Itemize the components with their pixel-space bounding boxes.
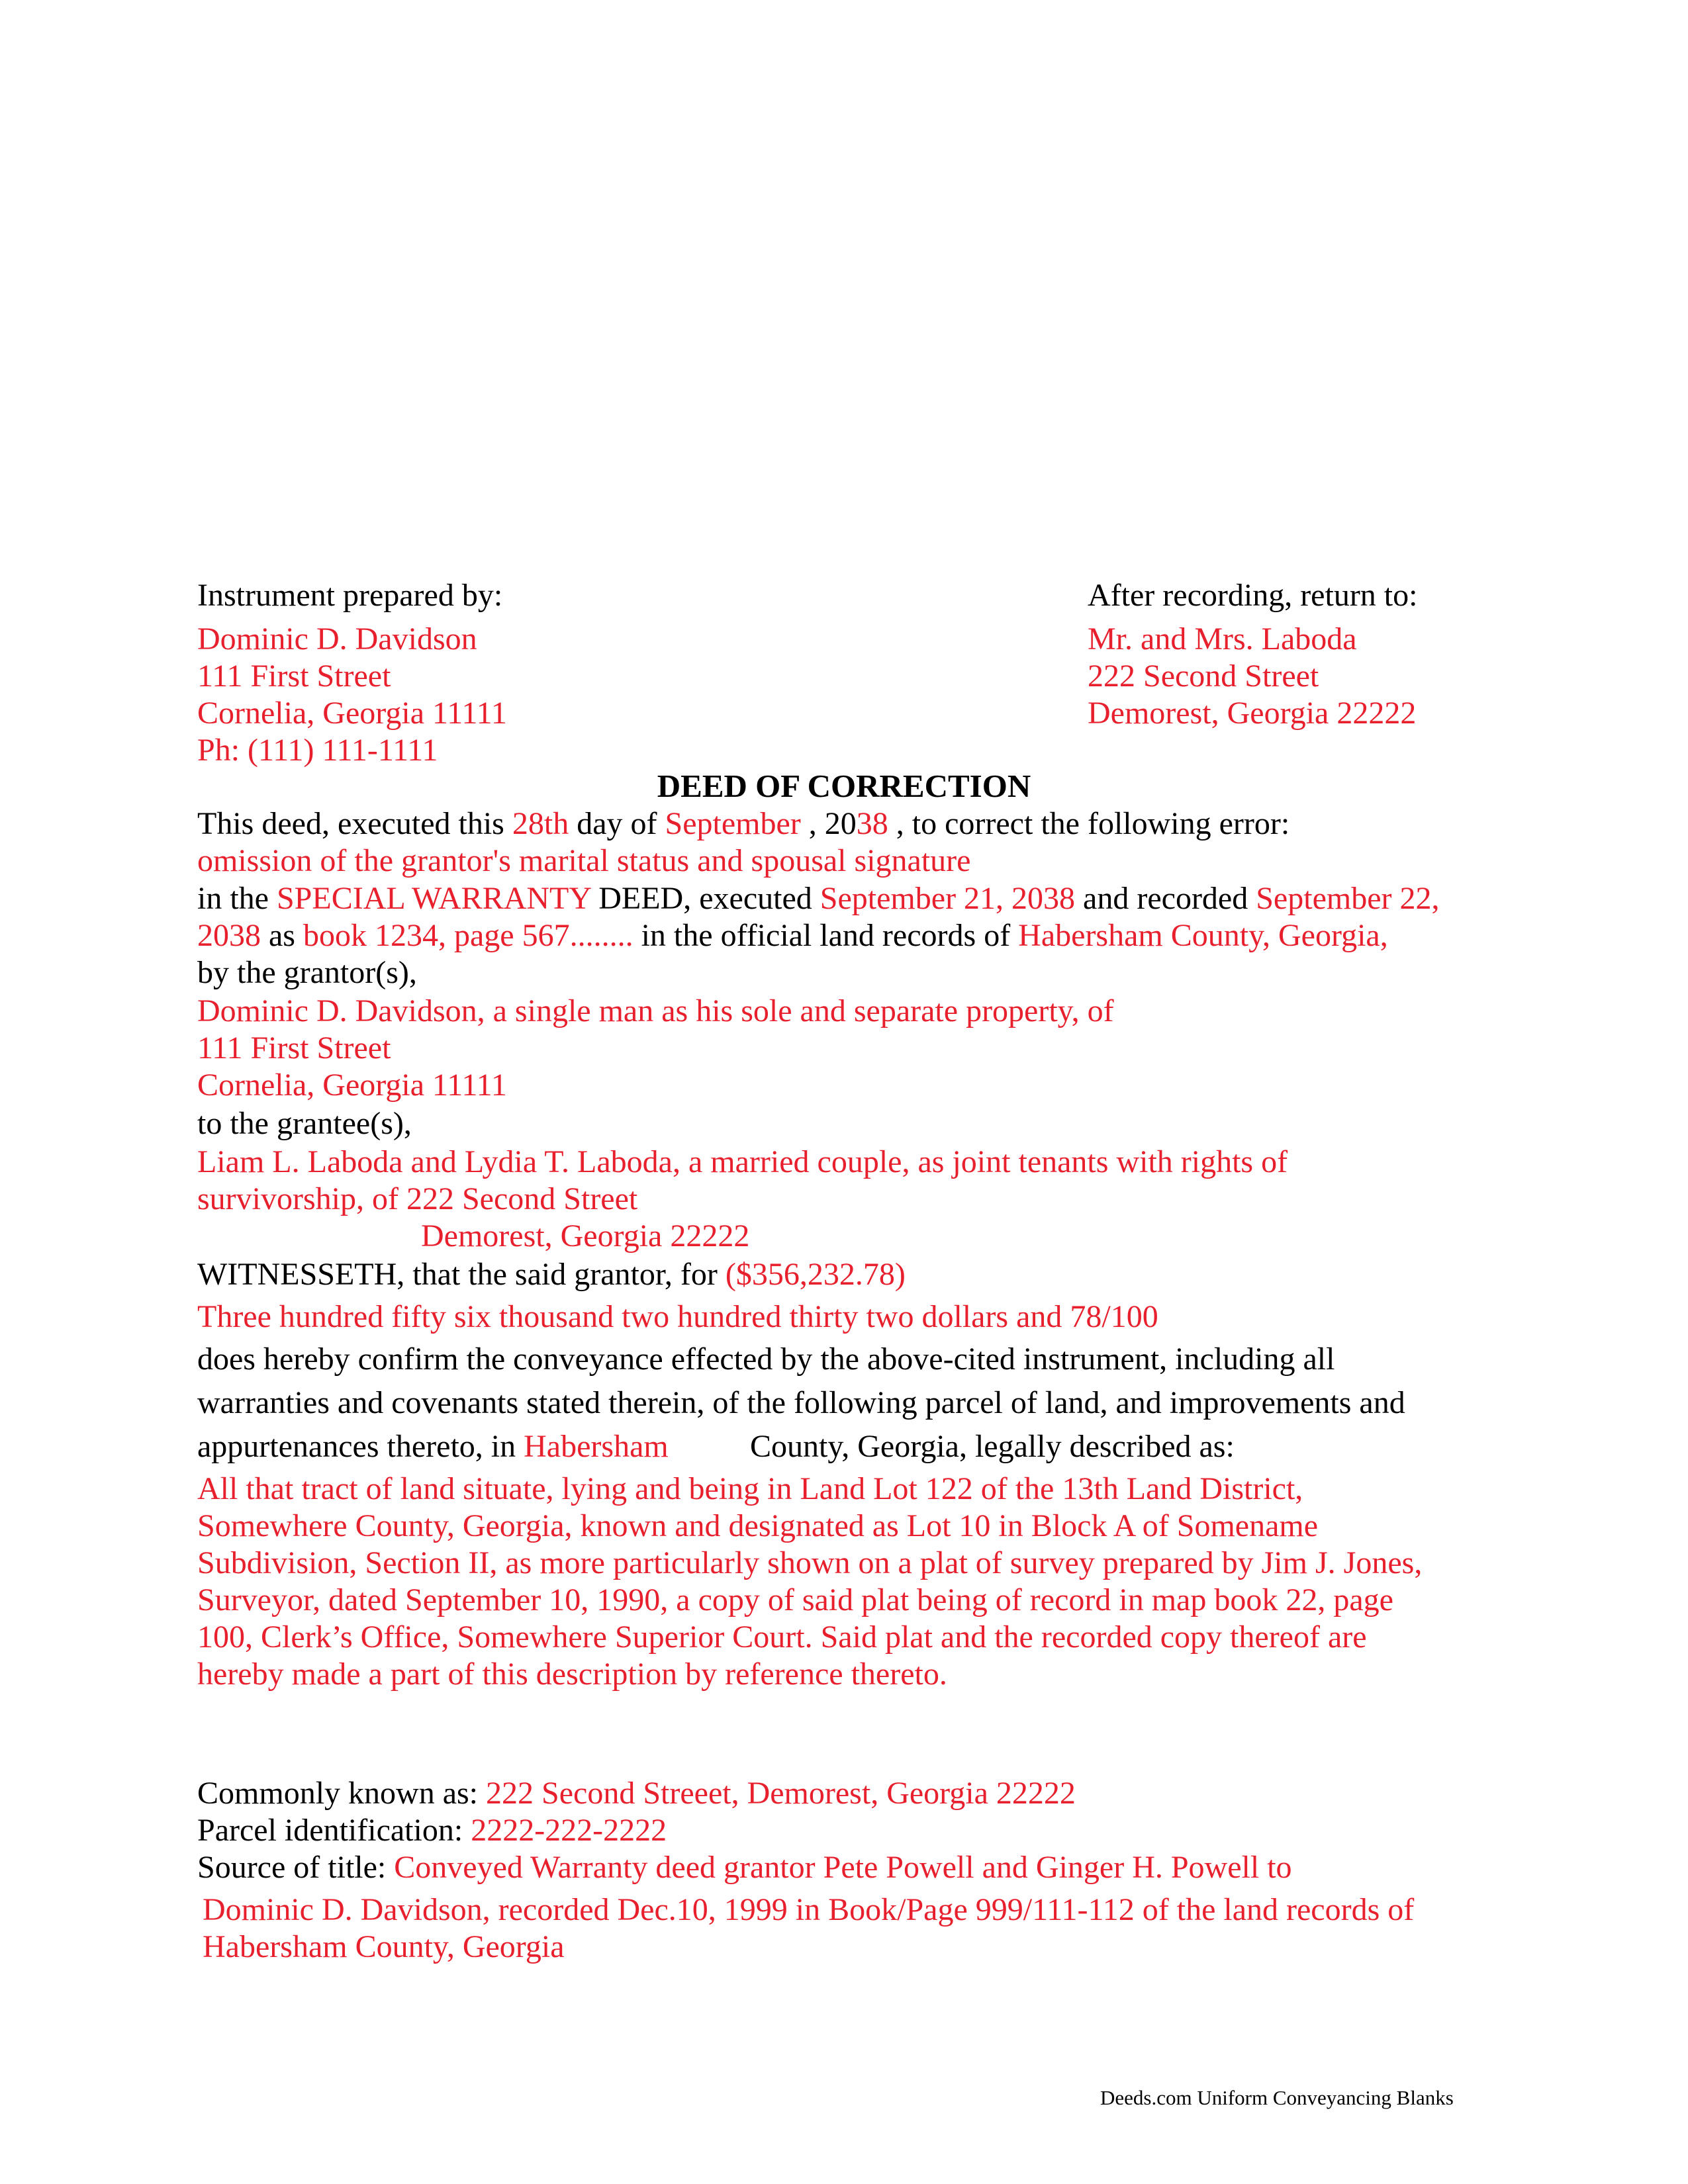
document-title: DEED OF CORRECTION	[657, 768, 1031, 804]
legal-county: Habersham	[524, 1429, 669, 1464]
grantor-city: Cornelia, Georgia 11111	[197, 1068, 507, 1103]
return-to-label: After recording, return to:	[1088, 578, 1418, 613]
prior-deed-line-1	[197, 880, 1440, 917]
prior-text-3: and recorded	[1075, 881, 1256, 916]
legal-description-line: hereby made a part of this description by reference thereto.	[197, 1657, 947, 1692]
witness-line	[197, 1256, 906, 1293]
exec-day: 28th	[512, 806, 569, 841]
grantee-city: Demorest, Georgia 22222	[421, 1218, 750, 1253]
grantor-name: Dominic D. Davidson, a single man as his sole and separate property, of	[197, 993, 1114, 1028]
grantee-label: to the grantee(s),	[197, 1106, 412, 1141]
legal-description-line: Surveyor, dated September 10, 1990, a copy of said plat being of record in map book 22, page	[197, 1582, 1393, 1617]
prior-deed-line-2	[197, 917, 1388, 954]
commonly-known-value: 222 Second Streeet, Demorest, Georgia 22222	[486, 1776, 1076, 1811]
consideration-amount: ($356,232.78)	[725, 1257, 906, 1292]
prior-text-4: as	[261, 918, 303, 953]
prior-executed-date: September 21, 2038	[820, 881, 1076, 916]
legal-description-line: All that tract of land situate, lying and being in Land Lot 122 of the 13th Land District,	[197, 1471, 1303, 1506]
prior-book-page: book 1234, page 567........	[303, 918, 633, 953]
grantor-street: 111 First Street	[197, 1030, 391, 1066]
exec-text-1: This deed, executed this	[197, 806, 512, 841]
source-of-title-value-3: Habersham County, Georgia	[203, 1929, 565, 1964]
confirm-line-2: warranties and covenants stated therein, of the following parcel of land, and improvements and	[197, 1385, 1405, 1420]
commonly-known-line	[197, 1775, 1076, 1812]
confirm-line-3	[197, 1428, 669, 1465]
confirm-text-3: appurtenances thereto, in	[197, 1429, 524, 1464]
execution-line	[197, 805, 1289, 842]
return-to-street: 222 Second Street	[1088, 659, 1319, 694]
parcel-id-value: 2222-222-2222	[471, 1813, 667, 1848]
exec-text-4: , to correct the following error:	[888, 806, 1290, 841]
prior-text-2: DEED, executed	[590, 881, 820, 916]
confirm-text-4: County, Georgia, legally described as:	[750, 1429, 1235, 1464]
consideration-words: Three hundred fifty six thousand two hundred thirty two dollars and 78/100	[197, 1299, 1158, 1334]
prior-text-1: in the	[197, 881, 277, 916]
grantee-name: Liam L. Laboda and Lydia T. Laboda, a married couple, as joint tenants with rights of	[197, 1144, 1288, 1179]
prior-recorded-date-a: September 22,	[1256, 881, 1440, 916]
prepared-by-label: Instrument prepared by:	[197, 578, 503, 613]
exec-month: September	[665, 806, 801, 841]
exec-year: 38	[856, 806, 888, 841]
legal-description-line: Subdivision, Section II, as more particularly shown on a plat of survey prepared by Jim J. Jones,	[197, 1545, 1423, 1580]
prior-text-5: in the official land records of	[633, 918, 1019, 953]
grantor-label: by the grantor(s),	[197, 955, 417, 990]
return-to-city: Demorest, Georgia 22222	[1088, 696, 1417, 731]
return-to-name: Mr. and Mrs. Laboda	[1088, 621, 1357, 657]
preparer-city: Cornelia, Georgia 11111	[197, 696, 507, 731]
parcel-id-label: Parcel identification:	[197, 1813, 471, 1848]
witness-text-1: WITNESSETH, that the said grantor, for	[197, 1257, 726, 1292]
legal-description-line: Somewhere County, Georgia, known and designated as Lot 10 in Block A of Somename	[197, 1508, 1319, 1543]
legal-description-line: 100, Clerk’s Office, Somewhere Superior Court. Said plat and the recorded copy thereof are	[197, 1619, 1367, 1655]
parcel-id-line	[197, 1812, 667, 1849]
source-of-title-value-1: Conveyed Warranty deed grantor Pete Powell and Ginger H. Powell to	[394, 1850, 1292, 1885]
preparer-street: 111 First Street	[197, 659, 391, 694]
preparer-name: Dominic D. Davidson	[197, 621, 477, 657]
footer-credit: Deeds.com Uniform Conveyancing Blanks	[1100, 2086, 1454, 2109]
exec-text-2: day of	[569, 806, 665, 841]
confirm-line-1: does hereby confirm the conveyance effected by the above-cited instrument, including all	[197, 1342, 1335, 1377]
prior-county: Habersham County, Georgia,	[1018, 918, 1388, 953]
prior-recorded-date-b: 2038	[197, 918, 261, 953]
grantee-street: survivorship, of 222 Second Street	[197, 1181, 638, 1216]
error-description: omission of the grantor's marital status and spousal signature	[197, 843, 971, 878]
preparer-phone: Ph: (111) 111-1111	[197, 733, 438, 768]
source-of-title-label: Source of title:	[197, 1850, 395, 1885]
commonly-known-label: Commonly known as:	[197, 1776, 487, 1811]
exec-text-3: , 20	[800, 806, 857, 841]
source-of-title-value-2: Dominic D. Davidson, recorded Dec.10, 1999 in Book/Page 999/111-112 of the land records of	[203, 1892, 1415, 1927]
source-of-title-line	[197, 1849, 1292, 1886]
prior-deed-type: SPECIAL WARRANTY	[276, 881, 591, 916]
